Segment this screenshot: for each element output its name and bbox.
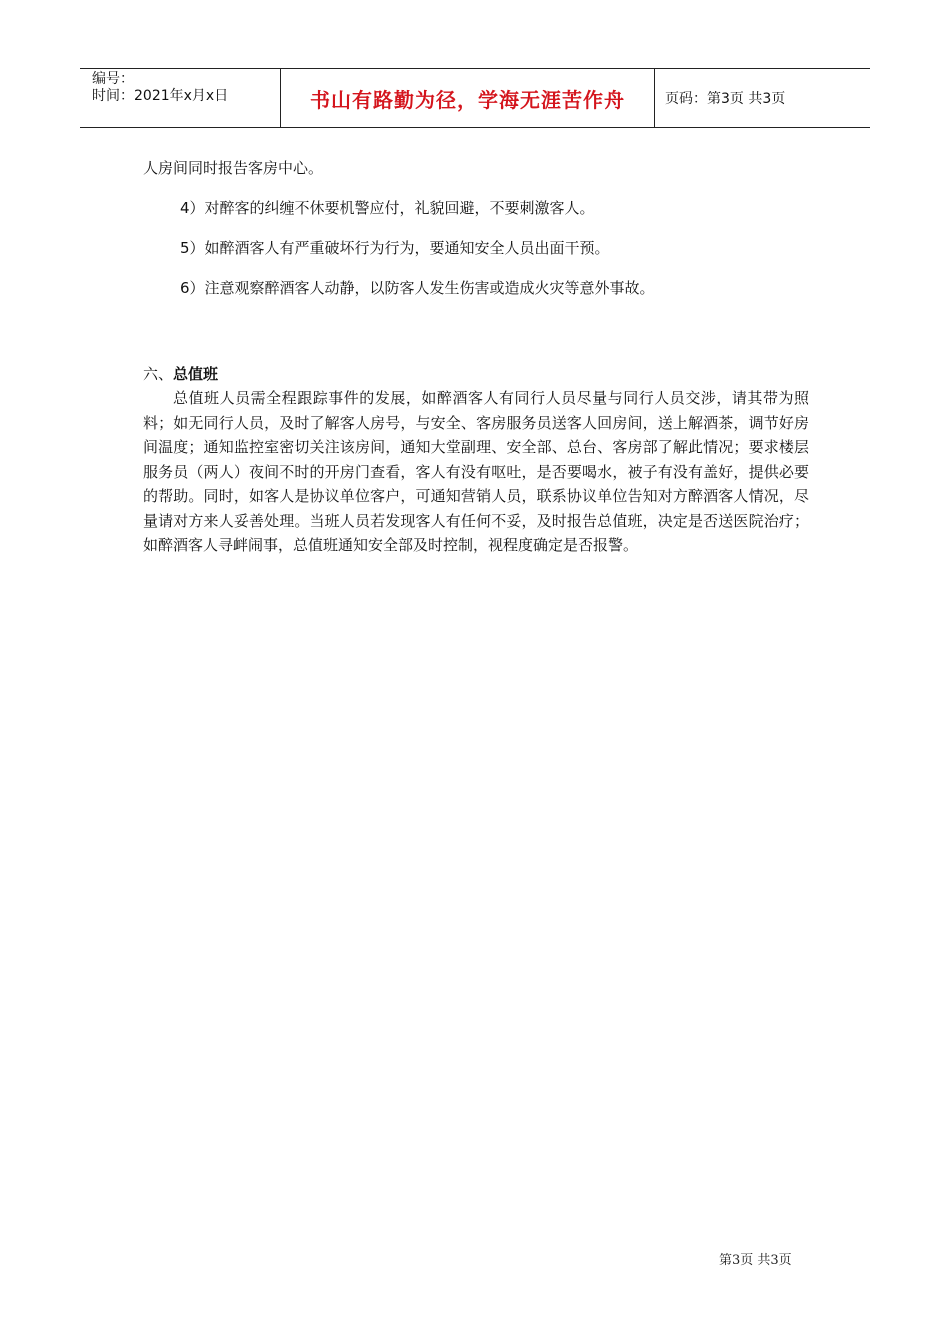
section-heading [143,362,809,386]
section-title: 总值班 [173,365,219,383]
list-item: 6）注意观察醉酒客人动静，以防客人发生伤害或造成火灾等意外事故。 [180,279,655,297]
continuation-line: 人房间同时报告客房中心。 [143,159,324,177]
section-number: 六、 [143,365,174,383]
page-footer: 第3页 共3页 [719,1253,792,1268]
document-time-label: 时间：2021年x月x日 [92,88,229,104]
document-number-label: 编号： [92,71,134,87]
document-body [143,156,809,558]
header-meta [80,69,281,127]
document-header [80,68,870,128]
header-page-number: 页码：第3页 共3页 [665,91,786,107]
section-paragraph: 总值班人员需全程跟踪事件的发展，如醉酒客人有同行人员尽量与同行人员交涉，请其带为照料；如无同行人员，及时了解客人房号，与安全、客房服务员送客人回房间，送上解酒茶，调节好房间温度；通知监控室密切关注该房间，通知大堂副理、安全部、总台、客房部了解此情况；要求楼层服务员（两人）夜间不时的开房门查看，客人有没有呕吐，是否要喝水，被子有没有盖好，提供必要的帮助。同时，如客人是协议单位客户，可通知营销人员，联系协议单位告知对方醉酒客人情况，尽量请对方来人妥善处理。当班人员若发现客人有任何不妥，及时报告总值班，决定是否送医院治疗；如醉酒客人寻衅闹事，总值班通知安全部及时控制，视程度确定是否报警。 [143,389,809,554]
list-item: 5）如醉酒客人有严重破坏行为行为，要通知安全人员出面干预。 [180,239,610,257]
header-motto: 书山有路勤为径，学海无涯苦作舟 [281,69,655,127]
list-item: 4）对醉客的纠缠不休要机警应付，礼貌回避，不要刺激客人。 [180,199,595,217]
